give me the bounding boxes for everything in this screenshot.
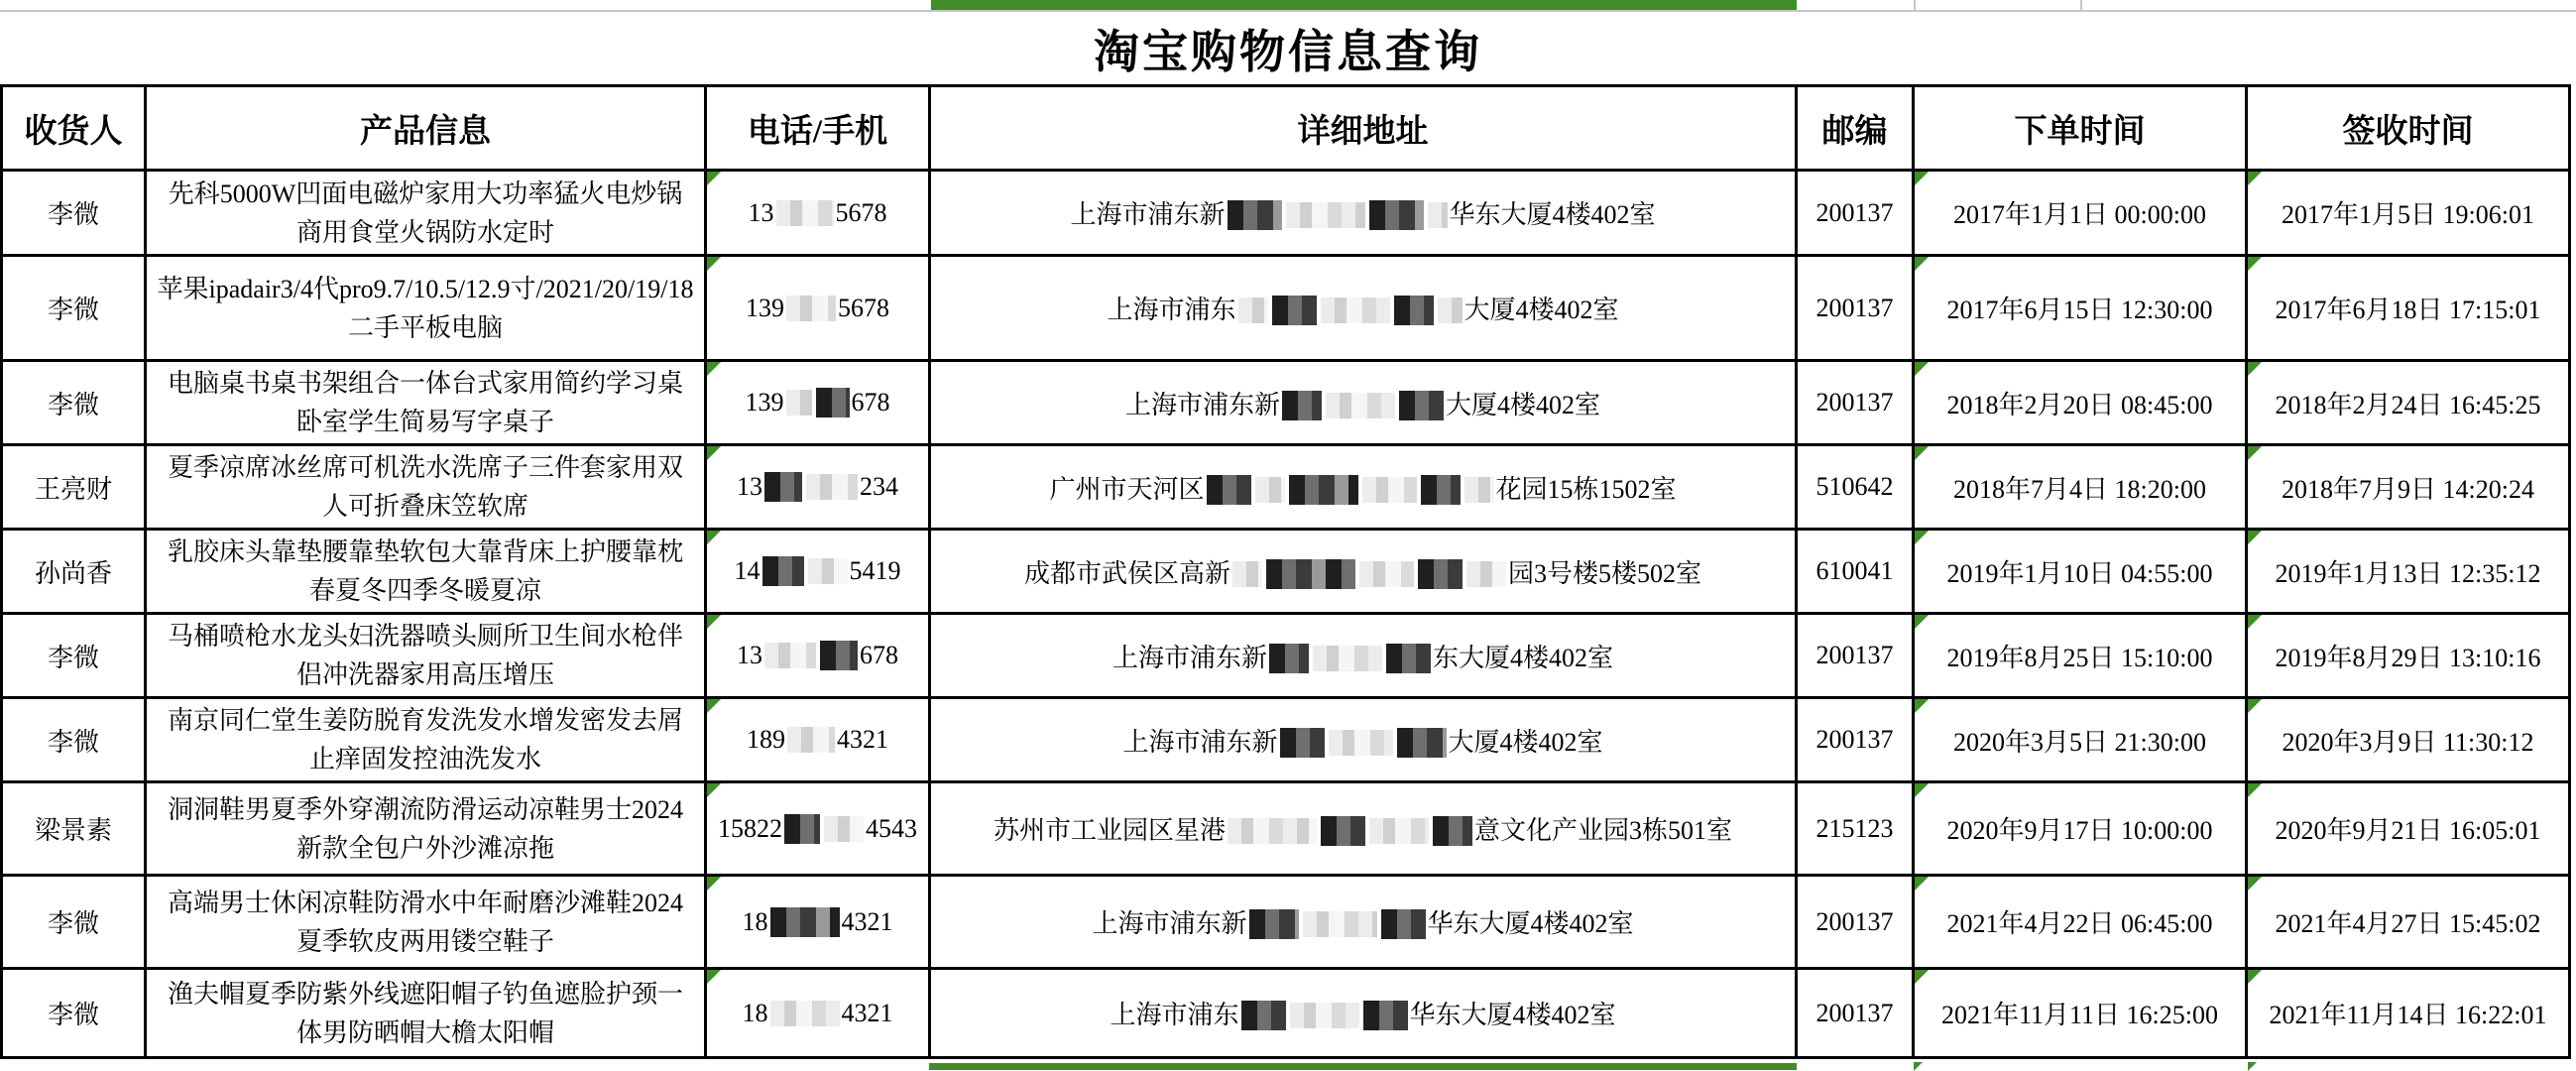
product-cell[interactable]: 苹果ipadair3/4代pro9.7/10.5/12.9寸/2021/20/19/18二手平板电脑 [146,256,706,361]
col-header-recipient[interactable]: 收货人 [2,86,146,171]
green-cell-sliver [931,0,1797,10]
sign-time-text: 2019年8月29日 13:10:16 [2275,643,2541,672]
col-header-zip[interactable]: 邮编 [1797,86,1914,171]
order-time-text: 2020年3月5日 21:30:00 [1953,727,2206,757]
redaction-block [1428,202,1448,228]
text-segment: 13 [737,641,762,669]
address-cell[interactable] [930,614,1797,698]
gridline-tick [2080,0,2082,10]
text-segment: 上海市浦东新 [1092,909,1247,938]
zip-cell[interactable]: 200137 [1797,361,1914,445]
text-segment: 大厦4楼402室 [1448,727,1603,757]
sign-time-cell[interactable] [2247,614,2570,698]
error-indicator-icon [707,257,721,271]
address-cell[interactable] [930,969,1797,1058]
sign-time-cell[interactable] [2247,876,2570,969]
text-segment: 4321 [841,906,893,936]
text-segment: 上海市浦东新 [1122,727,1278,757]
product-cell[interactable]: 洞洞鞋男夏季外穿潮流防滑运动凉鞋男士2024新款全包户外沙滩凉拖 [146,782,706,876]
sign-time-text: 2021年11月14日 16:22:01 [2269,1001,2547,1029]
text-segment: 上海市浦东新 [1070,200,1226,229]
redaction-block [1303,911,1377,937]
order-time-text: 2021年11月11日 16:25:00 [1940,1001,2219,1029]
zip-cell[interactable]: 200137 [1797,969,1914,1058]
recipient-cell[interactable]: 李微 [2,256,146,361]
redaction-block [1321,298,1390,323]
error-indicator-icon [1915,446,1929,460]
redaction-block [1280,728,1325,758]
sign-time-cell[interactable] [2247,361,2570,445]
address-cell[interactable] [930,876,1797,969]
recipient-cell[interactable]: 李微 [2,614,146,698]
order-time-text: 2019年8月25日 15:10:00 [1946,643,2213,672]
product-cell[interactable]: 渔夫帽夏季防紫外线遮阳帽子钓鱼遮脸护颈一体男防晒帽大檐太阳帽 [146,969,706,1058]
text-segment: 5678 [835,197,887,227]
error-indicator-icon [2248,362,2262,376]
phone-cell[interactable] [706,782,930,876]
error-indicator-icon [1915,615,1929,629]
redaction-block [1207,475,1251,505]
phone-cell[interactable] [706,614,930,698]
sign-time-text: 2018年7月9日 14:20:24 [2282,474,2534,504]
order-time-cell[interactable] [1914,614,2247,698]
redaction-block [1286,202,1365,228]
redaction-block [1321,816,1365,846]
redaction-block [784,814,820,844]
text-segment: 4321 [841,998,893,1027]
text-segment: 成都市武侯区高新 [1023,558,1230,588]
text-segment: 234 [860,472,898,501]
address-cell[interactable] [930,698,1797,782]
error-indicator-icon [1915,362,1929,376]
recipient-cell[interactable]: 李微 [2,969,146,1058]
redaction-block [1290,1003,1359,1028]
order-time-cell[interactable] [1914,530,2247,614]
redaction-block [1228,818,1317,844]
error-indicator-icon [1915,172,1929,185]
text-segment: 东大厦4楼402室 [1433,643,1614,672]
redaction-block [1438,298,1463,323]
error-indicator-icon [707,446,721,460]
error-indicator-icon [1915,531,1929,544]
gridline-tick [1914,0,1916,10]
table-row [2,445,2570,530]
recipient-cell[interactable]: 孙尚香 [2,530,146,614]
phone-cell[interactable] [706,876,930,969]
redaction-block [820,641,858,670]
sign-time-cell[interactable] [2247,969,2570,1058]
redaction-block [776,200,834,226]
redaction-block [762,556,804,586]
order-time-cell[interactable] [1914,256,2247,361]
col-header-phone[interactable]: 电话/手机 [706,86,930,171]
redaction-block [816,388,850,417]
order-time-cell[interactable] [1914,876,2247,969]
order-time-text: 2018年2月20日 08:45:00 [1946,390,2213,419]
sign-time-cell[interactable] [2247,530,2570,614]
error-indicator-icon [1915,699,1929,713]
text-segment: 678 [860,641,898,669]
redaction-block [1394,296,1434,325]
top-row-sliver [0,0,2576,12]
order-time-cell[interactable] [1914,969,2247,1058]
error-indicator-icon [707,783,721,797]
page-title: 淘宝购物信息查询 [1094,26,1482,77]
order-time-cell[interactable] [1914,171,2247,256]
col-header-address[interactable]: 详细地址 [930,86,1797,171]
zip-cell[interactable]: 510642 [1797,445,1914,530]
text-segment: 华东大厦4楼402室 [1409,1001,1616,1029]
text-segment: 园3号楼5楼502室 [1508,558,1702,588]
table-row [2,969,2570,1058]
sign-time-text: 2021年4月27日 15:45:02 [2275,909,2541,938]
product-cell[interactable]: 夏季凉席冰丝席可机洗水洗席子三件套家用双人可折叠床笠软席 [146,445,706,530]
address-cell[interactable] [930,530,1797,614]
text-segment: 678 [851,388,890,416]
col-header-sign-time[interactable]: 签收时间 [2247,86,2570,171]
text-segment: 花园15栋1502室 [1495,474,1677,504]
address-cell[interactable] [930,361,1797,445]
text-segment: 华东大厦4楼402室 [1427,909,1634,938]
redaction-block [1369,818,1429,844]
product-cell[interactable]: 马桶喷枪水龙头妇洗器喷头厕所卫生间水枪伴侣冲洗器家用高压增压 [146,614,706,698]
error-indicator-icon [1915,877,1929,891]
error-indicator-icon [2248,446,2262,460]
table-row [2,614,2570,698]
sign-time-text: 2017年1月5日 19:06:01 [2282,200,2534,229]
redaction-block [1266,559,1355,589]
recipient-cell[interactable]: 李微 [2,171,146,256]
redaction-block [1241,1001,1286,1030]
zip-cell[interactable]: 610041 [1797,530,1914,614]
product-cell[interactable]: 电脑桌书桌书架组合一体台式家用简约学习桌卧室学生简易写字桌子 [146,361,706,445]
order-time-cell[interactable] [1914,782,2247,876]
recipient-cell[interactable]: 李微 [2,698,146,782]
phone-cell[interactable] [706,530,930,614]
error-indicator-icon [707,699,721,713]
address-cell[interactable] [930,445,1797,530]
sign-time-text: 2019年1月13日 12:35:12 [2275,558,2541,588]
redaction-block [764,643,816,668]
redaction-block [1418,559,1463,589]
text-segment: 4543 [866,813,917,843]
phone-cell[interactable] [706,171,930,256]
sign-time-cell[interactable] [2247,445,2570,530]
text-segment: 大厦4楼402室 [1464,296,1619,324]
phone-cell[interactable] [706,445,930,530]
sign-time-cell[interactable] [2247,171,2570,256]
col-header-product[interactable]: 产品信息 [146,86,706,171]
zip-cell[interactable]: 200137 [1797,171,1914,256]
product-cell[interactable]: 高端男士休闲凉鞋防滑水中年耐磨沙滩鞋2024夏季软皮两用镂空鞋子 [146,876,706,969]
phone-cell[interactable] [706,698,930,782]
text-segment: 上海市浦东新 [1124,390,1280,419]
orders-table [0,84,2571,1059]
text-segment: 18 [742,998,768,1027]
redaction-block [1464,477,1494,503]
redaction-block [1362,477,1417,503]
order-time-text: 2019年1月10日 04:55:00 [1946,558,2213,588]
redaction-block [1255,477,1285,503]
zip-cell[interactable]: 215123 [1797,782,1914,876]
order-time-text: 2018年7月4日 18:20:00 [1953,474,2206,504]
error-indicator-icon [1915,970,1929,984]
error-indicator-icon [1915,257,1929,271]
header-row [2,86,2570,171]
zip-cell[interactable]: 200137 [1797,698,1914,782]
sign-time-text: 2018年2月24日 16:45:25 [2275,390,2541,419]
text-segment: 189 [747,725,785,754]
error-indicator-icon [707,531,721,544]
recipient-cell[interactable]: 梁景素 [2,782,146,876]
table-row [2,256,2570,361]
redaction-block [1386,644,1431,673]
redaction-block [1228,200,1282,230]
redaction-block [1232,561,1262,587]
text-segment: 15822 [718,813,782,843]
table-row [2,530,2570,614]
bottom-row-sliver [0,1059,2576,1070]
error-indicator-icon [2248,783,2262,797]
order-time-text: 2021年4月22日 06:45:00 [1946,909,2213,938]
redaction-block [1421,475,1461,505]
text-segment: 大厦4楼402室 [1446,390,1601,419]
error-indicator-icon [2248,699,2262,713]
phone-cell[interactable] [706,969,930,1058]
sign-time-text: 2020年3月9日 11:30:12 [2282,727,2534,757]
table-row [2,698,2570,782]
text-segment: 4321 [837,725,888,754]
redaction-block [824,816,864,842]
error-indicator-icon [707,172,721,185]
error-indicator-icon [707,877,721,891]
redaction-block [1433,816,1472,846]
redaction-block [1466,561,1506,587]
sign-time-text: 2017年6月18日 17:15:01 [2275,296,2541,324]
redaction-block [1369,200,1424,230]
error-indicator-icon [2248,531,2262,544]
error-indicator-icon [2248,877,2262,891]
text-segment: 上海市浦东新 [1112,643,1267,672]
order-time-text: 2020年9月17日 10:00:00 [1946,816,2213,845]
order-time-text: 2017年6月15日 12:30:00 [1946,296,2213,324]
recipient-cell[interactable]: 李微 [2,361,146,445]
redaction-block [1399,391,1444,420]
recipient-cell[interactable]: 李微 [2,876,146,969]
text-segment: 上海市浦东 [1110,1001,1239,1029]
error-indicator-icon [707,362,721,376]
redaction-block [1313,646,1382,671]
redaction-block [1329,730,1393,756]
error-indicator-icon [1914,1062,1923,1071]
zip-cell[interactable]: 200137 [1797,614,1914,698]
redaction-block [1289,475,1358,505]
product-cell[interactable]: 南京同仁堂生姜防脱育发洗发水增发密发去屑止痒固发控油洗发水 [146,698,706,782]
order-time-cell[interactable] [1914,445,2247,530]
orders-table-body [2,171,2570,1058]
text-segment: 18 [742,906,768,936]
redaction-block [1363,1001,1408,1030]
sign-time-text: 2020年9月21日 16:05:01 [2275,816,2541,845]
text-segment: 5678 [838,293,889,322]
text-segment: 13 [748,197,774,227]
col-header-order-time[interactable]: 下单时间 [1914,86,2247,171]
order-time-text: 2017年1月1日 00:00:00 [1953,200,2206,229]
redaction-block [808,558,848,584]
table-row [2,782,2570,876]
address-cell[interactable] [930,782,1797,876]
text-segment: 14 [734,556,761,585]
text-segment: 华东大厦4楼402室 [1449,200,1656,229]
sign-time-cell[interactable] [2247,698,2570,782]
error-indicator-icon [2248,615,2262,629]
redaction-block [770,1001,840,1026]
table-row [2,361,2570,445]
text-segment: 139 [746,293,784,322]
table-row [2,171,2570,256]
error-indicator-icon [2248,970,2262,984]
phone-cell[interactable] [706,256,930,361]
redaction-block [1359,561,1414,587]
error-indicator-icon [2248,1062,2257,1071]
zip-cell[interactable]: 200137 [1797,876,1914,969]
sign-time-cell[interactable] [2247,256,2570,361]
order-time-cell[interactable] [1914,698,2247,782]
redaction-block [1381,909,1426,939]
phone-cell[interactable] [706,361,930,445]
text-segment: 上海市浦东 [1107,296,1236,324]
text-segment: 139 [745,388,784,416]
redaction-block [806,474,858,500]
zip-cell[interactable]: 200137 [1797,256,1914,361]
redaction-block [786,390,812,416]
text-segment: 意文化产业园3栋501室 [1474,816,1733,845]
product-cell[interactable]: 乳胶床头靠垫腰靠垫软包大靠背床上护腰靠枕春夏冬四季冬暖夏凉 [146,530,706,614]
redaction-block [770,907,840,937]
redaction-block [1397,728,1447,758]
green-cell-sliver [929,1063,1797,1070]
redaction-block [1282,391,1322,420]
table-row [2,876,2570,969]
redaction-block [786,296,836,321]
text-segment: 苏州市工业园区星港 [993,816,1226,845]
redaction-block [1249,909,1299,939]
redaction-block [1326,393,1395,418]
redaction-block [787,727,835,753]
error-indicator-icon [1915,783,1929,797]
address-cell[interactable] [930,256,1797,361]
address-cell[interactable] [930,171,1797,256]
sign-time-cell[interactable] [2247,782,2570,876]
redaction-block [1238,298,1268,323]
text-segment: 5419 [849,556,901,585]
error-indicator-icon [2248,257,2262,271]
redaction-block [1269,644,1309,673]
recipient-cell[interactable]: 王亮财 [2,445,146,530]
redaction-block [764,472,802,502]
text-segment: 广州市天河区 [1049,474,1205,504]
error-indicator-icon [707,970,721,984]
error-indicator-icon [2248,172,2262,185]
product-cell[interactable]: 先科5000W凹面电磁炉家用大功率猛火电炒锅商用食堂火锅防水定时 [146,171,706,256]
redaction-block [1272,296,1317,325]
error-indicator-icon [707,615,721,629]
text-segment: 13 [737,472,762,501]
order-time-cell[interactable] [1914,361,2247,445]
